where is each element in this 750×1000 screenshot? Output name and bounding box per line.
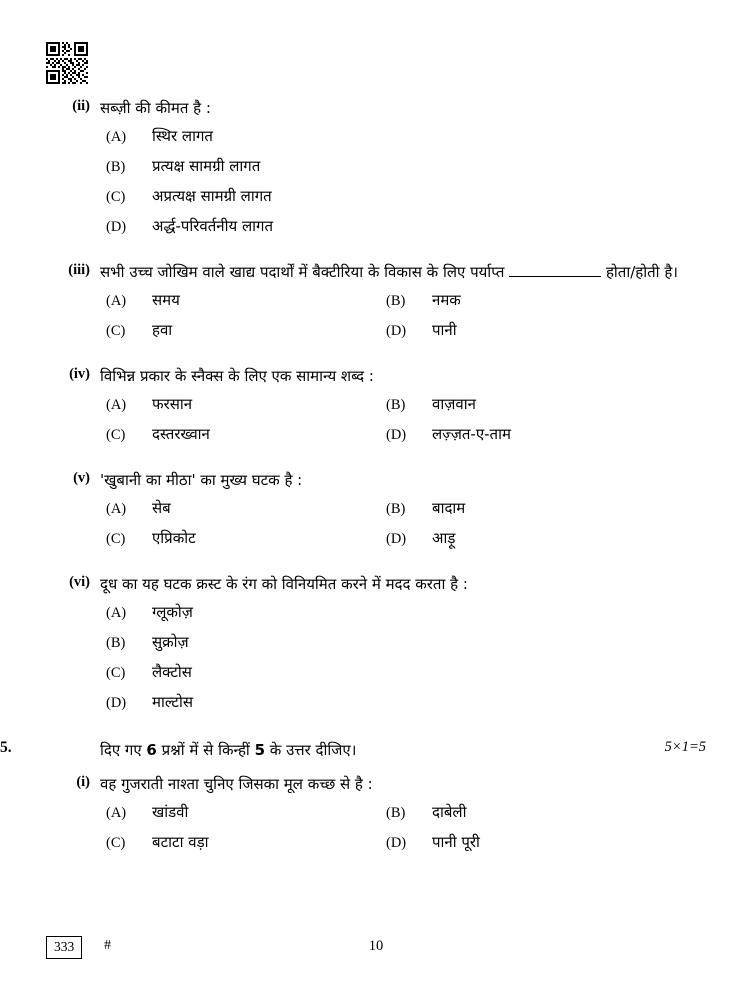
option-key: (C)	[106, 531, 126, 547]
question-text: दूध का यह घटक क्रस्ट के रंग को विनियमित करने में मदद करता है :	[100, 575, 468, 593]
question-label: (v)	[73, 470, 90, 486]
qr-code-icon	[46, 42, 88, 84]
option-key: (B)	[386, 293, 406, 309]
option-c[interactable]	[100, 320, 380, 341]
option-value: हवा	[152, 321, 173, 339]
option-a[interactable]	[100, 394, 380, 415]
option-b[interactable]	[380, 290, 660, 311]
option-c[interactable]	[100, 832, 380, 853]
question-text: विभिन्न प्रकार के स्नैक्स के लिए एक सामान्य शब्द :	[100, 367, 374, 385]
option-value: फरसान	[152, 395, 193, 413]
option-row	[100, 528, 706, 549]
question-v	[46, 468, 706, 549]
option-row	[100, 498, 706, 519]
option-key: (C)	[106, 189, 126, 205]
question-stem	[46, 96, 706, 120]
option-key: (B)	[386, 501, 406, 517]
option-value: एप्रिकोट	[152, 529, 196, 547]
option-a[interactable]	[100, 602, 193, 623]
instruction-part3: के उत्तर दीजिए।	[265, 741, 357, 759]
option-row	[100, 320, 706, 341]
option-value: नमक	[432, 291, 461, 309]
option-row	[100, 290, 706, 311]
option-b[interactable]	[380, 498, 660, 519]
option-key: (A)	[106, 804, 127, 821]
options-list	[100, 802, 706, 853]
option-value: पानी पूरी	[432, 832, 480, 851]
question-stem	[46, 772, 706, 796]
option-key: (A)	[106, 129, 127, 145]
option-a[interactable]	[100, 126, 213, 147]
option-d[interactable]	[100, 692, 193, 713]
option-key: (C)	[106, 323, 126, 339]
question-stem	[46, 260, 706, 284]
option-key: (A)	[106, 293, 127, 309]
marks-label: 5×1=5	[664, 739, 706, 755]
option-b[interactable]	[380, 802, 660, 823]
option-key: (D)	[106, 219, 127, 235]
question-iii	[46, 260, 706, 341]
question-ii	[46, 96, 706, 237]
option-row	[100, 832, 706, 853]
page-footer	[46, 936, 706, 958]
option-value: आड़ू	[432, 529, 456, 547]
option-row	[100, 424, 706, 445]
instruction-part1: दिए गए	[100, 741, 147, 759]
option-value: दस्तरख्वान	[152, 425, 210, 443]
question-text: 'खुबानी का मीठा' का मुख्य घटक है :	[100, 471, 303, 489]
option-key: (B)	[106, 635, 126, 651]
option-value: सेब	[152, 499, 171, 517]
option-value: वाज़वान	[432, 395, 476, 413]
option-value: सुक्रोज़	[152, 633, 189, 651]
question-content	[0, 96, 706, 862]
option-value: बादाम	[432, 499, 466, 517]
option-row	[100, 186, 706, 207]
option-c[interactable]	[100, 424, 380, 445]
question-text	[100, 260, 706, 284]
question-label: (iv)	[69, 366, 90, 382]
question-stem	[46, 572, 706, 596]
option-key: (A)	[106, 397, 127, 413]
option-b[interactable]	[100, 156, 260, 177]
option-value: खांडवी	[152, 802, 189, 821]
option-key: (D)	[386, 834, 407, 851]
option-d[interactable]	[380, 832, 660, 853]
question-text: सब्ज़ी की कीमत है :	[100, 99, 211, 117]
option-value: पानी	[432, 321, 457, 339]
option-key: (C)	[106, 834, 126, 851]
options-list	[100, 290, 706, 341]
question-5-i	[46, 772, 706, 853]
option-key: (D)	[386, 323, 407, 339]
option-value: प्रत्यक्ष सामग्री लागत	[152, 157, 261, 175]
options-list	[100, 498, 706, 549]
option-b[interactable]	[380, 394, 660, 415]
option-key: (C)	[106, 665, 126, 681]
option-row	[100, 394, 706, 415]
option-key: (D)	[386, 531, 407, 547]
option-key: (B)	[386, 397, 406, 413]
option-value: स्थिर लागत	[152, 127, 213, 145]
option-row	[100, 216, 706, 237]
instruction-count-answers: 5	[254, 741, 266, 759]
option-b[interactable]	[100, 632, 189, 653]
instruction-count-questions: 6	[146, 741, 157, 759]
option-value: अप्रत्यक्ष सामग्री लागत	[152, 187, 272, 205]
question-text-after-blank: होता/होती है।	[605, 263, 678, 281]
option-value: लज़्ज़त-ए-ताम	[432, 425, 511, 443]
option-value: ग्लूकोज़	[152, 603, 193, 621]
option-key: (D)	[106, 695, 127, 711]
question-stem	[46, 364, 706, 388]
option-row	[100, 692, 706, 713]
option-value: माल्टोस	[152, 693, 193, 711]
option-d[interactable]	[380, 424, 660, 445]
question-instruction	[46, 739, 706, 762]
question-text: वह गुजराती नाश्ता चुनिए जिसका मूल कच्छ से है :	[100, 774, 373, 793]
question-iv	[46, 364, 706, 445]
question-label: (vi)	[69, 574, 90, 590]
question-label: (i)	[76, 773, 90, 790]
option-c[interactable]	[100, 662, 192, 683]
option-value: अर्द्ध-परिवर्तनीय लागत	[152, 217, 274, 235]
question-label: (iii)	[68, 262, 90, 278]
options-list	[100, 602, 706, 713]
option-value: समय	[152, 291, 180, 309]
option-value: लैक्टोस	[152, 663, 192, 681]
option-key: (A)	[106, 501, 127, 517]
question-vi	[46, 572, 706, 713]
option-key: (B)	[386, 804, 406, 821]
question-label: (ii)	[72, 98, 90, 114]
paper-code: 333	[46, 936, 82, 959]
instruction-part2: प्रश्नों में से किन्हीं	[156, 741, 255, 759]
options-list	[100, 126, 706, 237]
options-list	[100, 394, 706, 445]
question-5	[0, 739, 706, 762]
option-a[interactable]	[100, 498, 380, 519]
option-row	[100, 662, 706, 683]
option-a[interactable]	[100, 290, 380, 311]
option-row	[100, 632, 706, 653]
option-d[interactable]	[380, 528, 660, 549]
hash-mark: #	[104, 938, 111, 953]
option-row	[100, 126, 706, 147]
option-key: (C)	[106, 427, 126, 443]
option-value: दाबेली	[432, 802, 467, 821]
option-c[interactable]	[100, 186, 272, 207]
option-key: (A)	[106, 605, 127, 621]
question-stem	[46, 468, 706, 492]
question-text-before-blank: सभी उच्च जोखिम वाले खाद्य पदार्थों में बैक्टीरिया के विकास के लिए पर्याप्त	[100, 263, 505, 281]
option-key: (D)	[386, 427, 407, 443]
option-value: बटाटा वड़ा	[152, 832, 209, 851]
fill-blank	[509, 263, 601, 277]
option-a[interactable]	[100, 802, 380, 823]
option-key: (B)	[106, 159, 126, 175]
option-d[interactable]	[100, 216, 273, 237]
option-row	[100, 602, 706, 623]
page-number: 10	[368, 938, 384, 954]
option-c[interactable]	[100, 528, 380, 549]
option-row	[100, 802, 706, 823]
question-number: 5.	[0, 739, 12, 756]
option-d[interactable]	[380, 320, 660, 341]
option-row	[100, 156, 706, 177]
